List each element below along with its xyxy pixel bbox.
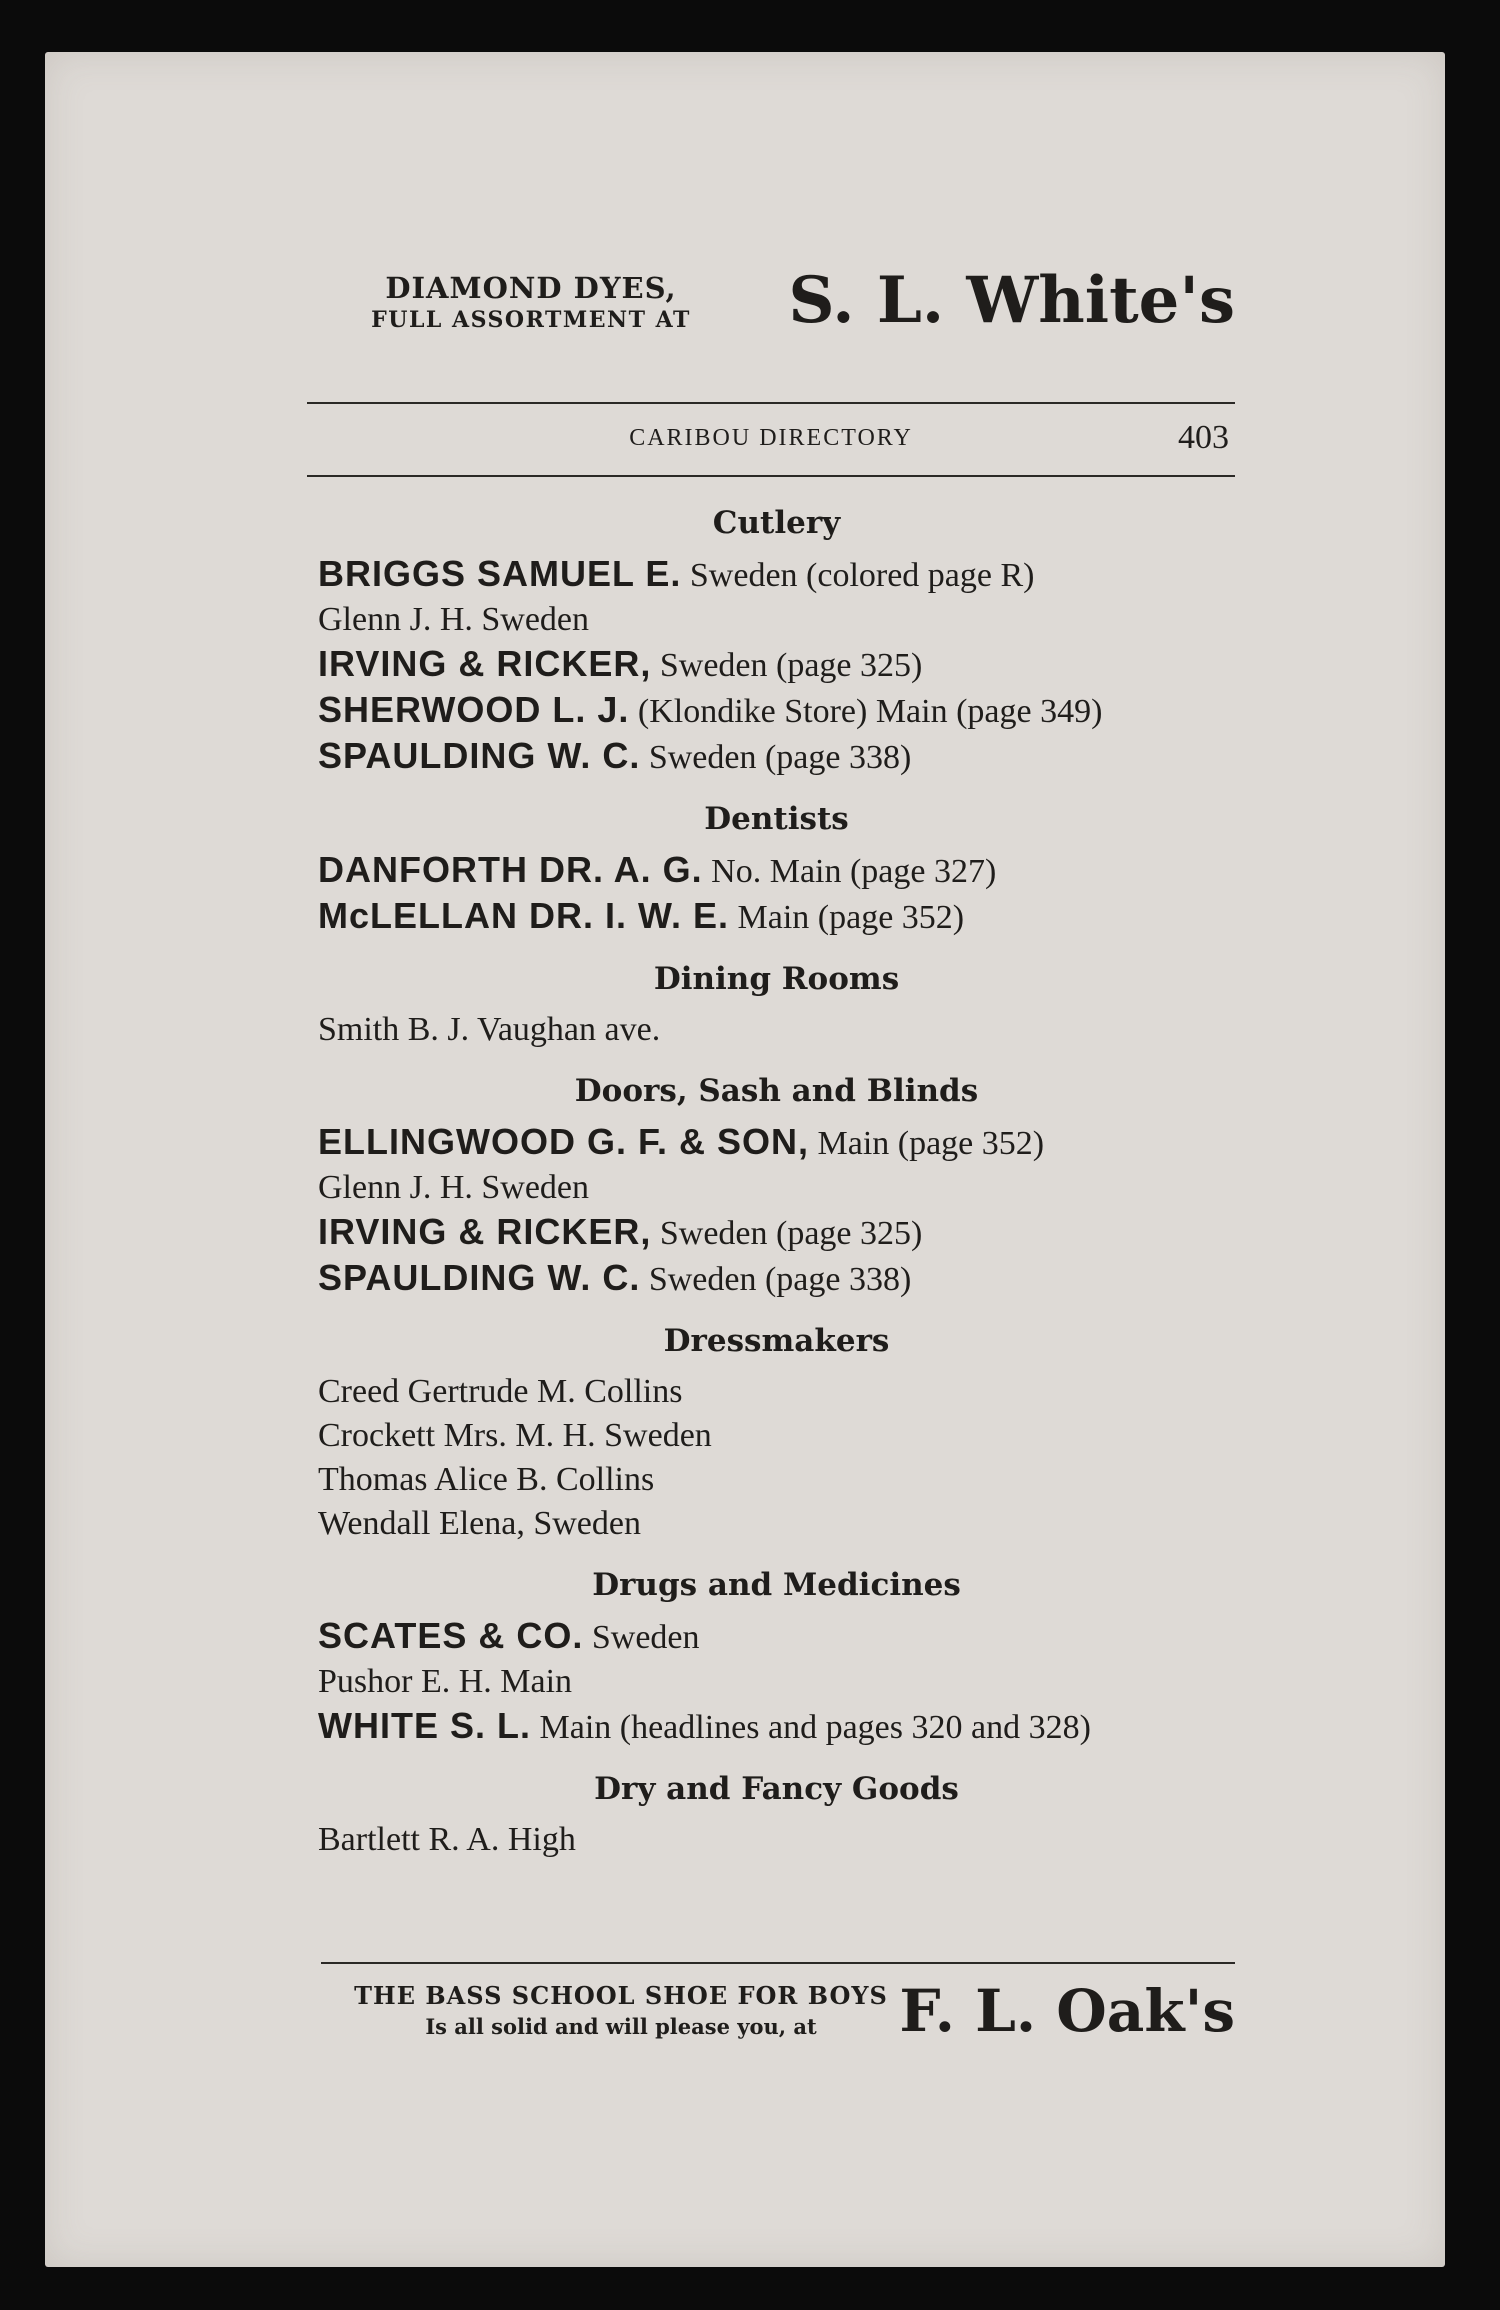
entry-text: Sweden (page 338) [648,1261,912,1298]
directory-entry [318,1166,1235,1210]
section-heading: Dining Rooms [653,961,900,997]
entry-text: Sweden (page 325) [659,647,923,684]
entry-text: Sweden (page 338) [648,739,912,776]
entry-text: Main (page 352) [817,1125,1045,1162]
bottom-ad-line1: THE BASS SCHOOL SHOE FOR BOYS [354,1981,888,2010]
top-advertisement [263,263,1235,400]
section-heading: Doors, Sash and Blinds [574,1073,979,1109]
entry-name: WHITE S. L. [318,1705,531,1746]
directory-section [318,1560,1235,1750]
directory-entry [318,1370,1235,1414]
directory-entry [318,734,1235,780]
directory-entry [318,1120,1235,1166]
top-ad-tagline [301,270,761,334]
header-divider-bottom [307,475,1235,477]
running-head-title: CARIBOU DIRECTORY [629,425,913,451]
directory-entry [318,552,1235,598]
entry-text: Sweden (colored page R) [689,557,1035,594]
directory-entry [318,1660,1235,1704]
directory-entry [318,598,1235,642]
bottom-ad-store: F. L. Oak's [899,1977,1235,2045]
section-heading: Cutlery [712,505,841,541]
directory-entry [318,848,1235,894]
entry-text: Main (headlines and pages 320 and 328) [539,1709,1091,1746]
entry-text: Creed Gertrude M. Collins [318,1373,683,1410]
entry-name: DANFORTH DR. A. G. [318,849,703,890]
entry-text: (Klondike Store) Main (page 349) [637,693,1103,730]
directory-listings [318,498,1235,1876]
footer-divider [321,1962,1235,1964]
entry-text: Glenn J. H. Sweden [318,1169,590,1206]
directory-section [318,794,1235,940]
directory-entry [318,894,1235,940]
entry-text: Main (page 352) [737,899,965,936]
directory-entry [318,1502,1235,1546]
entry-name: IRVING & RICKER, [318,643,652,684]
section-heading: Drugs and Medicines [592,1567,961,1603]
bottom-ad-tagline [321,1980,921,2042]
entry-text: Glenn J. H. Sweden [318,601,590,638]
directory-entry [318,1614,1235,1660]
bottom-advertisement [263,1962,1235,2082]
entry-name: SCATES & CO. [318,1615,584,1656]
directory-entry [318,1818,1235,1862]
directory-section [318,954,1235,1052]
top-ad-line2: FULL ASSORTMENT AT [371,307,691,333]
directory-entry [318,1256,1235,1302]
directory-entry [318,1704,1235,1750]
entry-text: Wendall Elena, Sweden [318,1505,641,1542]
page-content [263,263,1235,1858]
directory-section [318,1066,1235,1302]
section-heading: Dentists [704,801,849,837]
directory-entry [318,642,1235,688]
entry-name: SHERWOOD L. J. [318,689,630,730]
directory-entry [318,1414,1235,1458]
entry-text: No. Main (page 327) [711,853,997,890]
running-head [307,418,1235,458]
entry-text: Sweden (page 325) [659,1215,923,1252]
directory-page [45,52,1445,2267]
entry-name: BRIGGS SAMUEL E. [318,553,682,594]
directory-section [318,1316,1235,1546]
directory-section [318,498,1235,780]
section-heading: Dry and Fancy Goods [594,1771,959,1807]
entry-text: Bartlett R. A. High [318,1821,576,1858]
entry-text: Thomas Alice B. Collins [318,1461,655,1498]
entry-name: SPAULDING W. C. [318,735,641,776]
bottom-ad-line2: Is all solid and will please you, at [425,2014,817,2039]
directory-section [318,1764,1235,1862]
section-heading: Dressmakers [663,1323,890,1359]
directory-entry [318,1210,1235,1256]
entry-text: Smith B. J. Vaughan ave. [318,1011,661,1048]
entry-name: ELLINGWOOD G. F. & SON, [318,1121,809,1162]
top-ad-line1: DIAMOND DYES, [385,271,677,305]
entry-text: Pushor E. H. Main [318,1663,573,1700]
entry-name: IRVING & RICKER, [318,1211,652,1252]
top-ad-store: S. L. White's [788,263,1235,338]
entry-text: Sweden [591,1619,700,1656]
directory-entry [318,688,1235,734]
page-number: 403 [1178,419,1229,456]
directory-entry [318,1458,1235,1502]
entry-name: McLELLAN DR. I. W. E. [318,895,730,936]
entry-name: SPAULDING W. C. [318,1257,641,1298]
header-divider-top [307,402,1235,404]
entry-text: Crockett Mrs. M. H. Sweden [318,1417,712,1454]
directory-entry [318,1008,1235,1052]
